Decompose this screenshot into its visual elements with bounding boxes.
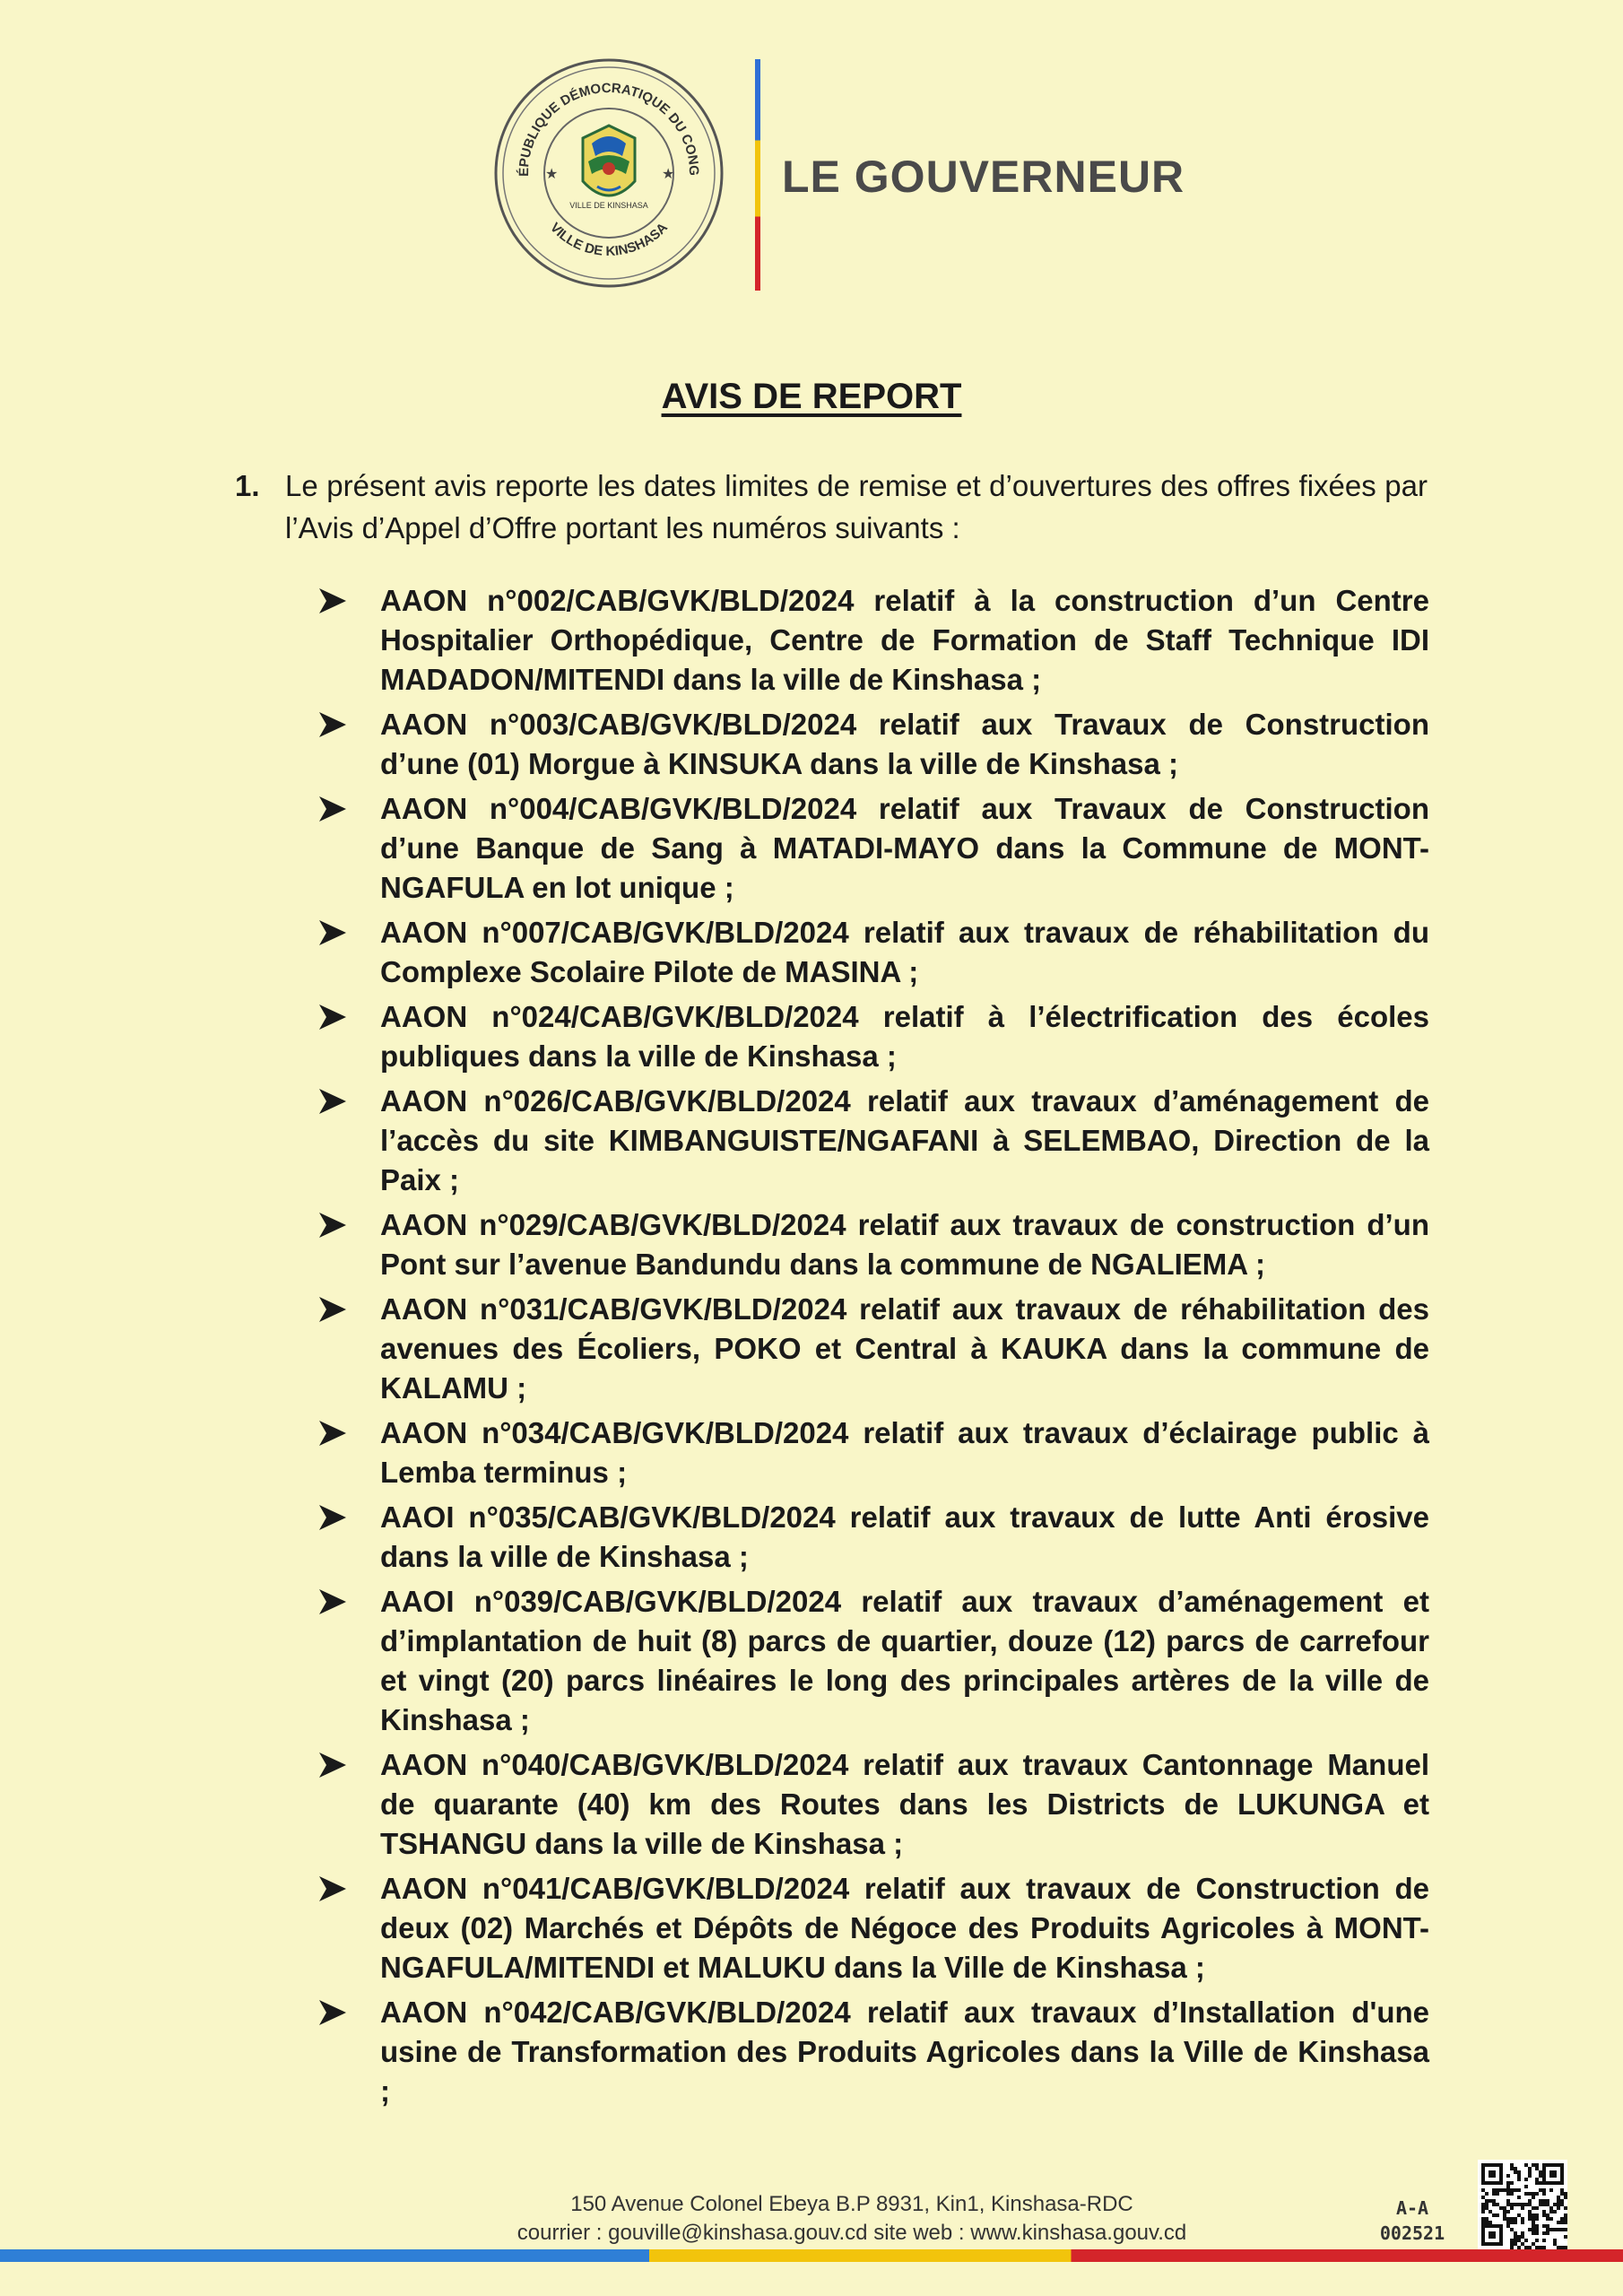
list-item (317, 1413, 1429, 1492)
list-item (317, 705, 1429, 784)
list-item (317, 1082, 1429, 1200)
intro-text: Le présent avis reporte les dates limites de remise et d’ouvertures des offres fixées par l’Avis d’Appel d’Offre portant les numéros suivants : (285, 469, 1428, 544)
arrowhead-bullet-icon (317, 1498, 353, 1537)
intro-paragraph (235, 465, 1428, 549)
list-item-text: AAOI n°039/CAB/GVK/BLD/2024 relatif aux travaux d’aménagement et d’implantation de huit (8) parcs de quartier, douze (12) parcs de carrefour et vingt (20) parcs linéaires le long des principales artères de la ville de Kinshasa ; (380, 1585, 1429, 1736)
list-item-text: AAON n°031/CAB/GVK/BLD/2024 relatif aux travaux de réhabilitation des avenues des Écoliers, POKO et Central à KAUKA dans la commune de KALAMU ; (380, 1292, 1429, 1405)
tender-list (317, 581, 1429, 2117)
svg-text:★: ★ (662, 167, 675, 182)
flag-color-bar (755, 59, 760, 291)
list-item (317, 1498, 1429, 1577)
seal-top-text: ÉPUBLIQUE DÉMOCRATIQUE DU CONG (516, 80, 702, 177)
svg-text:★: ★ (545, 167, 559, 182)
list-item (317, 1745, 1429, 1864)
arrowhead-bullet-icon (317, 1205, 353, 1245)
reference-series: A-A (1395, 2197, 1429, 2219)
svg-text:VILLE DE KINSHASA (547, 220, 671, 259)
list-item-text: AAON n°034/CAB/GVK/BLD/2024 relatif aux travaux d’éclairage public à Lemba terminus ; (380, 1416, 1429, 1489)
list-item (317, 789, 1429, 908)
list-item-text: AAON n°024/CAB/GVK/BLD/2024 relatif à l’électrification des écoles publiques dans la ville de Kinshasa ; (380, 1000, 1429, 1073)
seal-inner-text: VILLE DE KINSHASA (569, 201, 648, 210)
list-item-text: AAON n°029/CAB/GVK/BLD/2024 relatif aux travaux de construction d’un Pont sur l’avenue Bandundu dans la commune de NGALIEMA ; (380, 1208, 1429, 1281)
arrowhead-bullet-icon (317, 581, 353, 621)
list-item (317, 1205, 1429, 1284)
arrowhead-bullet-icon (317, 1413, 353, 1453)
footer-contact-line: courrier : gouville@kinshasa.gouv.cd site web : www.kinshasa.gouv.cd (516, 2221, 1187, 2245)
arrowhead-bullet-icon (317, 789, 353, 829)
list-item (317, 1290, 1429, 1408)
arrowhead-bullet-icon (317, 1745, 353, 1785)
list-item-text: AAON n°026/CAB/GVK/BLD/2024 relatif aux travaux d’aménagement de l’accès du site KIMBANGUISTE/NGAFANI à SELEMBAO, Direction de la Paix ; (380, 1084, 1429, 1196)
list-item-text: AAON n°042/CAB/GVK/BLD/2024 relatif aux travaux d’Installation d'une usine de Transformation des Produits Agricoles dans la Ville de Kinshasa ; (380, 1996, 1429, 2108)
arrowhead-bullet-icon (317, 1082, 353, 1121)
header-title: LE GOUVERNEUR (782, 152, 1185, 202)
seal-logo (491, 56, 726, 291)
arrowhead-bullet-icon (317, 913, 353, 952)
footer-contact (377, 2190, 1327, 2248)
list-item (317, 1993, 1429, 2111)
footer-color-band (0, 2249, 1623, 2262)
list-item (317, 1582, 1429, 1740)
arrowhead-bullet-icon (317, 1582, 353, 1622)
list-item-text: AAON n°007/CAB/GVK/BLD/2024 relatif aux travaux de réhabilitation du Complexe Scolaire Pilote de MASINA ; (380, 916, 1429, 988)
arrowhead-bullet-icon (317, 1869, 353, 1909)
qr-code (1478, 2160, 1567, 2249)
list-item-text: AAON n°002/CAB/GVK/BLD/2024 relatif à la construction d’un Centre Hospitalier Orthopédique, Centre de Formation de Staff Technique IDI MADADON/MITENDI dans la ville de Kinshasa ; (380, 584, 1429, 696)
list-item-text: AAON n°003/CAB/GVK/BLD/2024 relatif aux Travaux de Construction d’une (01) Morgue à KINSUKA dans la ville de Kinshasa ; (380, 708, 1429, 780)
footer-address: 150 Avenue Colonel Ebeya B.P 8931, Kin1, Kinshasa-RDC (570, 2192, 1133, 2216)
document-title (0, 377, 1623, 417)
arrowhead-bullet-icon (317, 705, 353, 744)
list-item (317, 913, 1429, 992)
list-item-text: AAON n°004/CAB/GVK/BLD/2024 relatif aux Travaux de Construction d’une Banque de Sang à MATADI-MAYO dans la Commune de MONT-NGAFULA en lot unique ; (380, 792, 1429, 904)
arrowhead-bullet-icon (317, 997, 353, 1037)
reference-number: 002521 (1379, 2222, 1445, 2244)
arrowhead-bullet-icon (317, 1290, 353, 1329)
list-item (317, 581, 1429, 700)
list-item-text: AAOI n°035/CAB/GVK/BLD/2024 relatif aux travaux de lutte Anti érosive dans la ville de Kinshasa ; (380, 1500, 1429, 1573)
paragraph-number: 1. (235, 469, 260, 502)
reference-code (1354, 2196, 1471, 2246)
document-title-text: AVIS DE REPORT (661, 377, 962, 416)
arrowhead-bullet-icon (317, 1993, 353, 2032)
list-item-text: AAON n°040/CAB/GVK/BLD/2024 relatif aux travaux Cantonnage Manuel de quarante (40) km des Routes dans les Districts de LUKUNGA et TSHANGU dans la ville de Kinshasa ; (380, 1748, 1429, 1860)
list-item (317, 997, 1429, 1076)
list-item (317, 1869, 1429, 1987)
seal-bottom-text: VILLE DE KINSHASA (547, 220, 672, 260)
list-item-text: AAON n°041/CAB/GVK/BLD/2024 relatif aux travaux de Construction de deux (02) Marchés et Dépôts de Négoce des Produits Agricoles à MONT-NGAFULA/MITENDI et MALUKU dans la Ville de Kinshasa ; (380, 1872, 1429, 1984)
